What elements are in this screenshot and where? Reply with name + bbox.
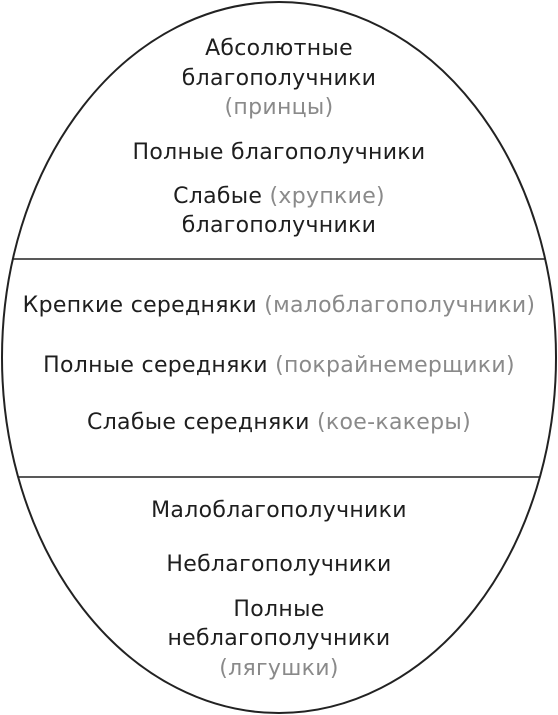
top-line-well-off: благополучники	[181, 66, 377, 91]
middle-row-strong	[0, 292, 558, 320]
middle-row-weak	[0, 409, 558, 437]
top-line-well-off-2: благополучники	[181, 213, 377, 238]
middle-row-strong-note: (малоблагополучники)	[264, 293, 536, 318]
top-line-princes: (принцы)	[224, 95, 334, 120]
top-line-weak	[0, 183, 558, 211]
middle-row-weak-label: Слабые середняки	[87, 410, 318, 435]
bottom-line-frogs: (лягушки)	[219, 656, 339, 681]
top-line-absolute: Абсолютные	[205, 36, 353, 61]
middle-row-full	[0, 352, 558, 380]
middle-row-strong-label: Крепкие середняки	[22, 293, 265, 318]
top-line-fragile: (хрупкие)	[269, 184, 385, 209]
top-line-full-well-off: Полные благополучники	[132, 140, 426, 165]
middle-row-full-note: (покрайнемерщики)	[275, 353, 515, 378]
top-line-weak-label: Слабые	[173, 184, 270, 209]
bottom-line-full: Полные	[233, 597, 325, 622]
middle-row-full-label: Полные середняки	[43, 353, 276, 378]
bottom-line-ill-off-2: неблагополучники	[167, 626, 391, 651]
bottom-line-low-well-off: Малоблагополучники	[151, 498, 407, 523]
bottom-line-ill-off: Неблагополучники	[166, 552, 392, 577]
middle-row-weak-note: (кое-какеры)	[317, 410, 471, 435]
